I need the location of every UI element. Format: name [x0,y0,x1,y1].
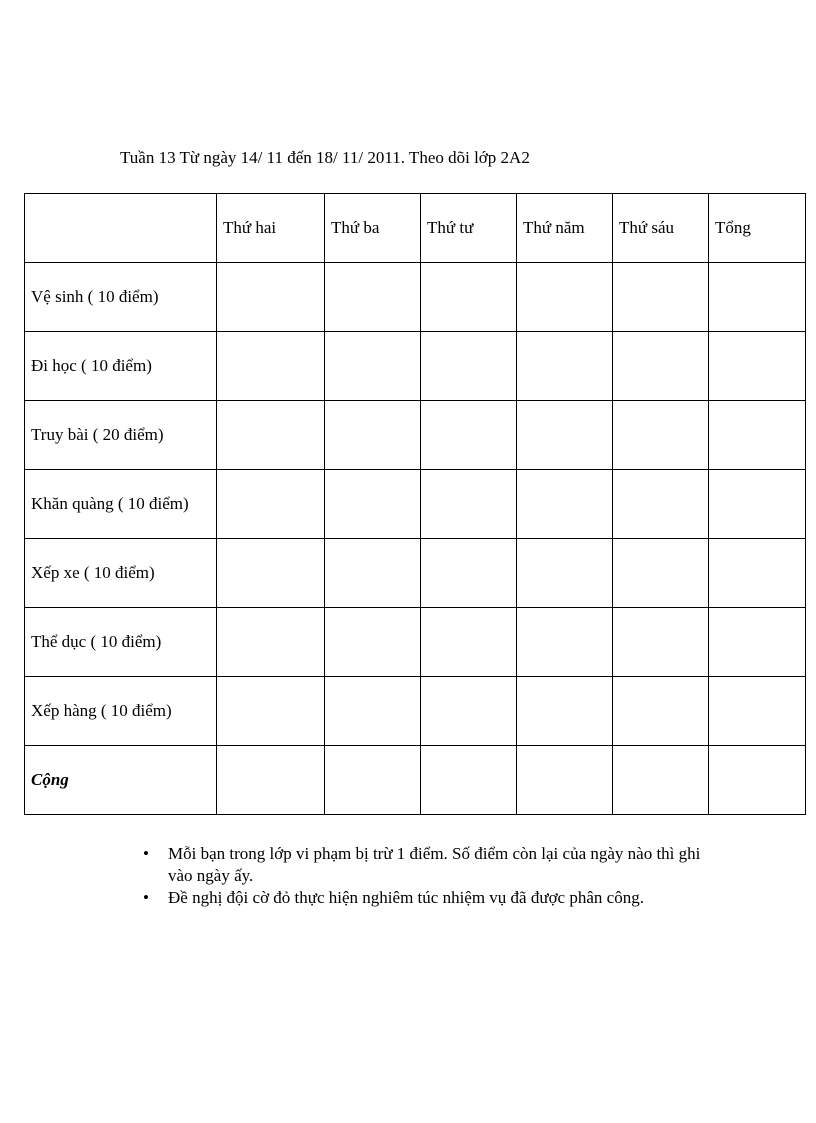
row-label: Truy bài ( 20 điểm) [25,401,217,470]
tracking-table [24,193,806,815]
score-cell [325,539,421,608]
score-cell [517,677,613,746]
score-cell [217,470,325,539]
page-title: Tuần 13 Từ ngày 14/ 11 đến 18/ 11/ 2011. Theo dõi lớp 2A2 [120,148,530,167]
score-cell [217,263,325,332]
table-row [25,470,806,539]
score-cell [421,746,517,815]
score-cell [421,401,517,470]
score-cell [613,677,709,746]
table-row [25,263,806,332]
table-row [25,539,806,608]
bullet-icon: • [143,844,149,863]
score-cell [421,608,517,677]
score-cell [325,263,421,332]
table-row [25,332,806,401]
row-label: Thể dục ( 10 điểm) [25,608,217,677]
score-cell [325,677,421,746]
score-cell [517,746,613,815]
score-cell [421,677,517,746]
table-row [25,677,806,746]
total-cell [709,677,806,746]
bullet-icon: • [143,888,149,907]
score-cell [421,332,517,401]
score-cell [517,470,613,539]
table-row [25,401,806,470]
score-cell [217,401,325,470]
total-row [25,746,806,815]
score-cell [613,539,709,608]
row-label: Xếp xe ( 10 điểm) [25,539,217,608]
row-label: Xếp hàng ( 10 điểm) [25,677,217,746]
header-cell-thu-hai: Thứ hai [217,194,325,263]
total-cell [709,263,806,332]
row-label: Khăn quàng ( 10 điểm) [25,470,217,539]
header-corner-cell [25,194,217,263]
header-cell-thu-ba: Thứ ba [325,194,421,263]
score-cell [613,470,709,539]
row-label-total: Cộng [25,746,217,815]
score-cell [217,746,325,815]
header-cell-thu-nam: Thứ năm [517,194,613,263]
note-text: Đề nghị đội cờ đỏ thực hiện nghiêm túc nhiệm vụ đã được phân công. [168,888,644,907]
score-cell [613,608,709,677]
score-cell [421,263,517,332]
score-cell [325,401,421,470]
score-cell [517,401,613,470]
score-cell [217,539,325,608]
notes-list [143,843,723,909]
total-cell [709,470,806,539]
total-cell [709,746,806,815]
score-cell [325,608,421,677]
score-cell [325,332,421,401]
score-cell [613,746,709,815]
list-item [143,843,723,887]
list-item [143,887,723,909]
header-cell-thu-tu: Thứ tư [421,194,517,263]
score-cell [517,608,613,677]
score-cell [325,470,421,539]
score-cell [517,263,613,332]
score-cell [217,608,325,677]
table-row [25,608,806,677]
score-cell [217,332,325,401]
score-cell [421,539,517,608]
score-cell [421,470,517,539]
score-cell [613,401,709,470]
score-cell [325,746,421,815]
score-cell [613,332,709,401]
total-cell [709,401,806,470]
header-cell-thu-sau: Thứ sáu [613,194,709,263]
score-cell [217,677,325,746]
total-cell [709,608,806,677]
score-cell [517,539,613,608]
header-row [25,194,806,263]
note-text: Mỗi bạn trong lớp vi phạm bị trừ 1 điểm. Số điểm còn lại của ngày nào thì ghi vào ngày ấy. [168,844,701,885]
header-cell-tong: Tổng [709,194,806,263]
total-cell [709,332,806,401]
row-label: Đi học ( 10 điểm) [25,332,217,401]
score-cell [517,332,613,401]
total-cell [709,539,806,608]
score-cell [613,263,709,332]
row-label: Vệ sinh ( 10 điểm) [25,263,217,332]
